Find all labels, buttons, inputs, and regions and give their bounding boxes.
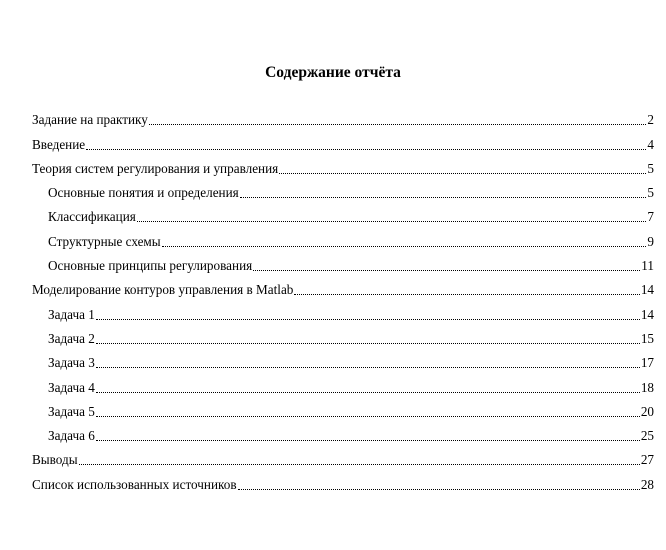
toc-title: Содержание отчёта xyxy=(265,64,401,81)
toc-entry-assignment[interactable] xyxy=(32,107,654,131)
dot-leader xyxy=(240,196,647,198)
toc-entry-page: 25 xyxy=(640,428,654,444)
dot-leader xyxy=(96,366,640,368)
toc-entry-label: Выводы xyxy=(32,452,78,468)
toc-entry-classification[interactable] xyxy=(32,204,654,228)
toc-entry-page: 18 xyxy=(640,379,654,395)
toc-entry-introduction[interactable] xyxy=(32,131,654,155)
toc-entry-label: Основные принципы регулирования xyxy=(48,258,253,274)
toc-entry-task-1[interactable] xyxy=(32,301,654,325)
toc-entry-page: 27 xyxy=(640,452,654,468)
toc-entry-label: Список использованных источников xyxy=(32,476,237,492)
toc-entry-task-4[interactable] xyxy=(32,374,654,398)
dot-leader xyxy=(79,463,640,465)
dot-leader xyxy=(96,415,640,417)
toc-entry-page: 11 xyxy=(641,258,654,274)
toc-entry-page: 17 xyxy=(640,355,654,371)
toc-entry-label: Задача 2 xyxy=(48,330,95,346)
toc-entry-page: 28 xyxy=(640,476,654,492)
toc-entry-task-3[interactable] xyxy=(32,350,654,374)
toc-entry-label: Теория систем регулирования и управления xyxy=(32,160,279,176)
toc-entry-label: Структурные схемы xyxy=(48,233,161,249)
dot-leader xyxy=(149,123,647,125)
toc-entry-conclusions[interactable] xyxy=(32,447,654,471)
toc-entry-page: 7 xyxy=(647,209,654,225)
toc-entry-label: Основные понятия и определения xyxy=(48,185,239,201)
toc-entry-page: 14 xyxy=(640,306,654,322)
toc-entry-block-diagrams[interactable] xyxy=(32,228,654,252)
toc-entry-page: 14 xyxy=(640,282,654,298)
toc-entry-task-5[interactable] xyxy=(32,399,654,423)
toc-entry-task-2[interactable] xyxy=(32,326,654,350)
toc-entry-label: Задача 3 xyxy=(48,355,95,371)
toc-entry-page: 20 xyxy=(640,403,654,419)
toc-entry-label: Задача 1 xyxy=(48,306,95,322)
toc-entry-page: 4 xyxy=(647,136,654,152)
toc-entry-label: Классификация xyxy=(48,209,136,225)
dot-leader xyxy=(253,269,640,271)
dot-leader xyxy=(96,391,640,393)
dot-leader xyxy=(137,220,647,222)
dot-leader xyxy=(96,318,640,320)
toc-list xyxy=(32,107,654,496)
toc-entry-label: Задача 5 xyxy=(48,403,95,419)
toc-entry-page: 5 xyxy=(647,185,654,201)
dot-leader xyxy=(294,293,639,295)
toc-entry-page: 2 xyxy=(647,112,654,128)
toc-entry-page: 5 xyxy=(647,160,654,176)
toc-entry-matlab-modeling[interactable] xyxy=(32,277,654,301)
toc-entry-label: Задача 6 xyxy=(48,428,95,444)
toc-entry-label: Задача 4 xyxy=(48,379,95,395)
toc-entry-task-6[interactable] xyxy=(32,423,654,447)
toc-entry-basic-concepts[interactable] xyxy=(32,180,654,204)
dot-leader xyxy=(96,439,640,441)
dot-leader xyxy=(279,172,646,174)
dot-leader xyxy=(238,488,640,490)
dot-leader xyxy=(162,245,647,247)
toc-entry-page: 9 xyxy=(647,233,654,249)
toc-entry-label: Моделирование контуров управления в Matlab xyxy=(32,282,294,298)
toc-entry-label: Задание на практику xyxy=(32,112,148,128)
toc-entry-theory[interactable] xyxy=(32,156,654,180)
toc-entry-page: 15 xyxy=(640,330,654,346)
toc-entry-control-principles[interactable] xyxy=(32,253,654,277)
toc-entry-references[interactable] xyxy=(32,471,654,495)
dot-leader xyxy=(86,148,646,150)
toc-entry-label: Введение xyxy=(32,136,86,152)
dot-leader xyxy=(96,342,640,344)
